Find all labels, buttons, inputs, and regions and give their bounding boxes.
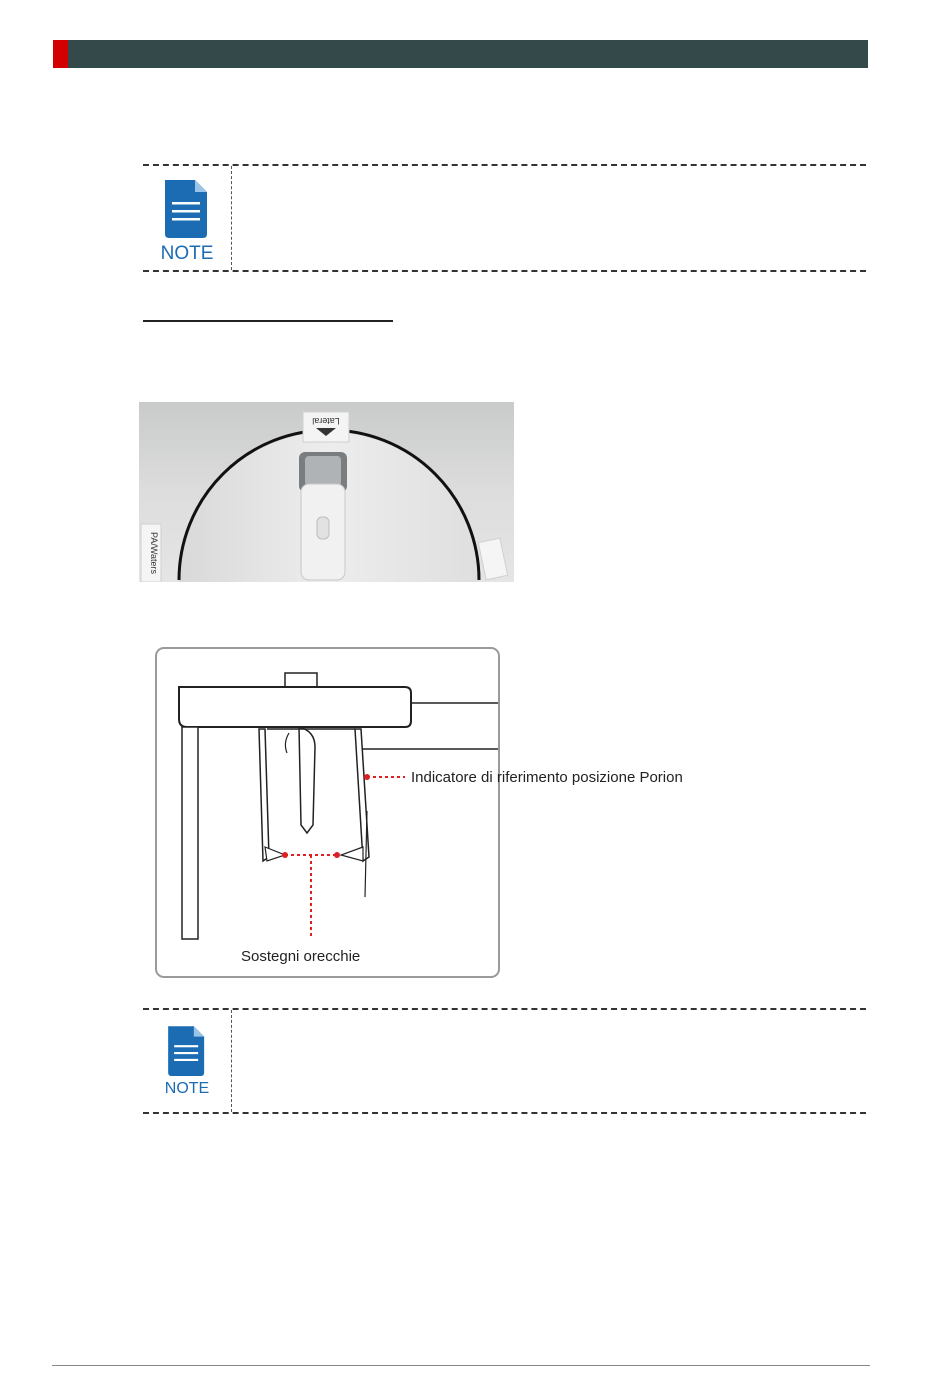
lateral-sticker-label: Lateral xyxy=(312,416,340,426)
note-icon-cell xyxy=(143,166,232,270)
note-box-1 xyxy=(143,164,866,272)
footer-rule xyxy=(52,1365,870,1366)
pa-waters-sticker-label: PA/Waters xyxy=(149,531,159,575)
note-box-2 xyxy=(143,1008,866,1114)
note-icon-cell xyxy=(143,1010,232,1112)
note-label: NOTE xyxy=(164,1080,210,1097)
note-document-icon xyxy=(159,178,215,242)
header-accent xyxy=(53,40,68,68)
cephalostat-diagram xyxy=(155,647,500,978)
ear-rods-callout: Sostegni orecchie xyxy=(241,948,361,965)
header-bar xyxy=(53,40,868,68)
section-heading-underline xyxy=(143,320,393,322)
note-label: NOTE xyxy=(160,243,214,264)
device-photo xyxy=(139,402,514,582)
note-document-icon xyxy=(163,1024,211,1080)
porion-indicator-callout: Indicatore di riferimento posizione Porion xyxy=(411,769,683,786)
